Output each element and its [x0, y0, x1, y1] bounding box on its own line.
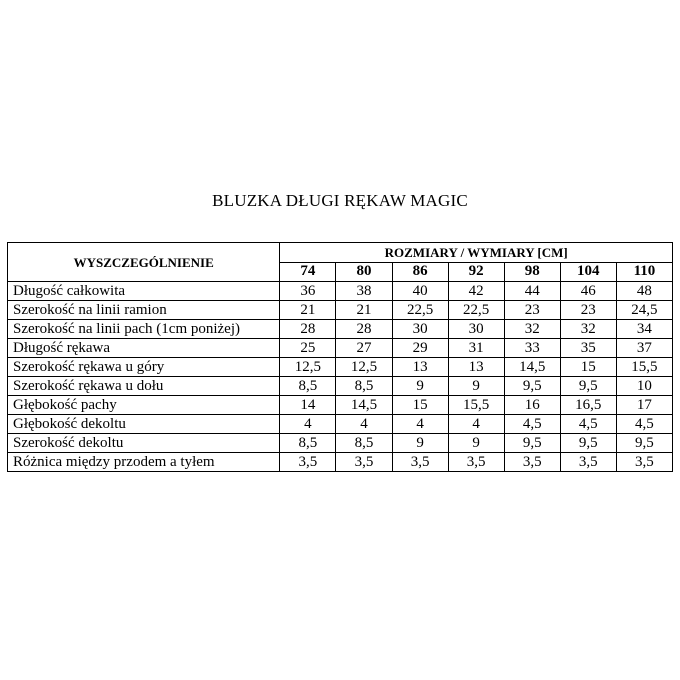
row-label: Długość rękawa [8, 339, 280, 358]
measurement-cell: 9 [392, 377, 448, 396]
measurement-cell: 21 [280, 301, 336, 320]
measurement-cell: 38 [336, 282, 392, 301]
measurement-cell: 3,5 [560, 453, 616, 472]
table-row [8, 415, 673, 434]
measurement-cell: 14 [280, 396, 336, 415]
measurement-cell: 31 [448, 339, 504, 358]
row-label: Różnica między przodem a tyłem [8, 453, 280, 472]
measurement-cell: 25 [280, 339, 336, 358]
measurement-cell: 35 [560, 339, 616, 358]
measurement-cell: 9 [448, 434, 504, 453]
measurement-cell: 9,5 [560, 377, 616, 396]
measurement-cell: 4,5 [616, 415, 672, 434]
measurement-cell: 42 [448, 282, 504, 301]
measurement-cell: 12,5 [336, 358, 392, 377]
row-label: Długość całkowita [8, 282, 280, 301]
table-row [8, 434, 673, 453]
measurement-cell: 4 [280, 415, 336, 434]
measurement-cell: 15,5 [448, 396, 504, 415]
table-row [8, 358, 673, 377]
measurement-cell: 34 [616, 320, 672, 339]
measurement-cell: 3,5 [392, 453, 448, 472]
measurement-cell: 13 [392, 358, 448, 377]
measurement-cell: 29 [392, 339, 448, 358]
measurement-cell: 36 [280, 282, 336, 301]
size-chart-table [7, 242, 673, 472]
measurement-cell: 21 [336, 301, 392, 320]
measurement-cell: 9,5 [560, 434, 616, 453]
measurement-cell: 13 [448, 358, 504, 377]
measurement-cell: 8,5 [280, 377, 336, 396]
measurement-cell: 30 [392, 320, 448, 339]
row-label: Szerokość na linii ramion [8, 301, 280, 320]
measurement-cell: 32 [560, 320, 616, 339]
table-row [8, 339, 673, 358]
table-body [8, 282, 673, 472]
measurement-cell: 30 [448, 320, 504, 339]
measurement-cell: 4 [448, 415, 504, 434]
size-header-cell: 74 [280, 262, 336, 282]
sizes-group-header: ROZMIARY / WYMIARY [CM] [280, 243, 673, 263]
measurement-cell: 8,5 [336, 434, 392, 453]
measurement-cell: 33 [504, 339, 560, 358]
measurement-cell: 15 [560, 358, 616, 377]
measurement-cell: 23 [560, 301, 616, 320]
measurement-cell: 9 [392, 434, 448, 453]
measurement-cell: 17 [616, 396, 672, 415]
measurement-cell: 15,5 [616, 358, 672, 377]
measurement-cell: 3,5 [504, 453, 560, 472]
measurement-cell: 9 [448, 377, 504, 396]
measurement-cell: 40 [392, 282, 448, 301]
table-row [8, 282, 673, 301]
row-label: Szerokość dekoltu [8, 434, 280, 453]
measurement-cell: 32 [504, 320, 560, 339]
measurement-cell: 24,5 [616, 301, 672, 320]
measurement-cell: 3,5 [280, 453, 336, 472]
row-label: Głębokość pachy [8, 396, 280, 415]
measurement-cell: 28 [336, 320, 392, 339]
table-row [8, 320, 673, 339]
measurement-cell: 27 [336, 339, 392, 358]
measurement-cell: 9,5 [504, 434, 560, 453]
measurement-cell: 4 [392, 415, 448, 434]
measurement-cell: 48 [616, 282, 672, 301]
size-header-cell: 98 [504, 262, 560, 282]
measurement-cell: 3,5 [616, 453, 672, 472]
measurement-cell: 16,5 [560, 396, 616, 415]
measurement-cell: 22,5 [392, 301, 448, 320]
row-label: Szerokość na linii pach (1cm poniżej) [8, 320, 280, 339]
measurement-cell: 14,5 [504, 358, 560, 377]
measurement-cell: 10 [616, 377, 672, 396]
measurement-cell: 15 [392, 396, 448, 415]
measurement-cell: 8,5 [336, 377, 392, 396]
row-label: Szerokość rękawa u dołu [8, 377, 280, 396]
measurement-cell: 12,5 [280, 358, 336, 377]
size-header-cell: 80 [336, 262, 392, 282]
row-label: Głębokość dekoltu [8, 415, 280, 434]
measurement-cell: 4,5 [560, 415, 616, 434]
measurement-cell: 3,5 [336, 453, 392, 472]
measurement-cell: 23 [504, 301, 560, 320]
measurement-cell: 4,5 [504, 415, 560, 434]
measurement-cell: 16 [504, 396, 560, 415]
measurement-cell: 44 [504, 282, 560, 301]
document-title: BLUZKA DŁUGI RĘKAW MAGIC [212, 191, 468, 210]
size-header-cell: 104 [560, 262, 616, 282]
table-row [8, 396, 673, 415]
measurement-cell: 9,5 [616, 434, 672, 453]
table-row [8, 377, 673, 396]
measurement-cell: 22,5 [448, 301, 504, 320]
size-header-cell: 86 [392, 262, 448, 282]
measurement-cell: 14,5 [336, 396, 392, 415]
table-row [8, 301, 673, 320]
size-header-cell: 92 [448, 262, 504, 282]
size-header-cell: 110 [616, 262, 672, 282]
measurement-cell: 28 [280, 320, 336, 339]
table-row [8, 453, 673, 472]
measurement-cell: 3,5 [448, 453, 504, 472]
row-label: Szerokość rękawa u góry [8, 358, 280, 377]
measurement-cell: 9,5 [504, 377, 560, 396]
measurement-cell: 4 [336, 415, 392, 434]
measurement-cell: 8,5 [280, 434, 336, 453]
measurement-cell: 46 [560, 282, 616, 301]
header-row-group [8, 243, 673, 263]
spec-header: WYSZCZEGÓLNIENIE [8, 243, 280, 282]
measurement-cell: 37 [616, 339, 672, 358]
